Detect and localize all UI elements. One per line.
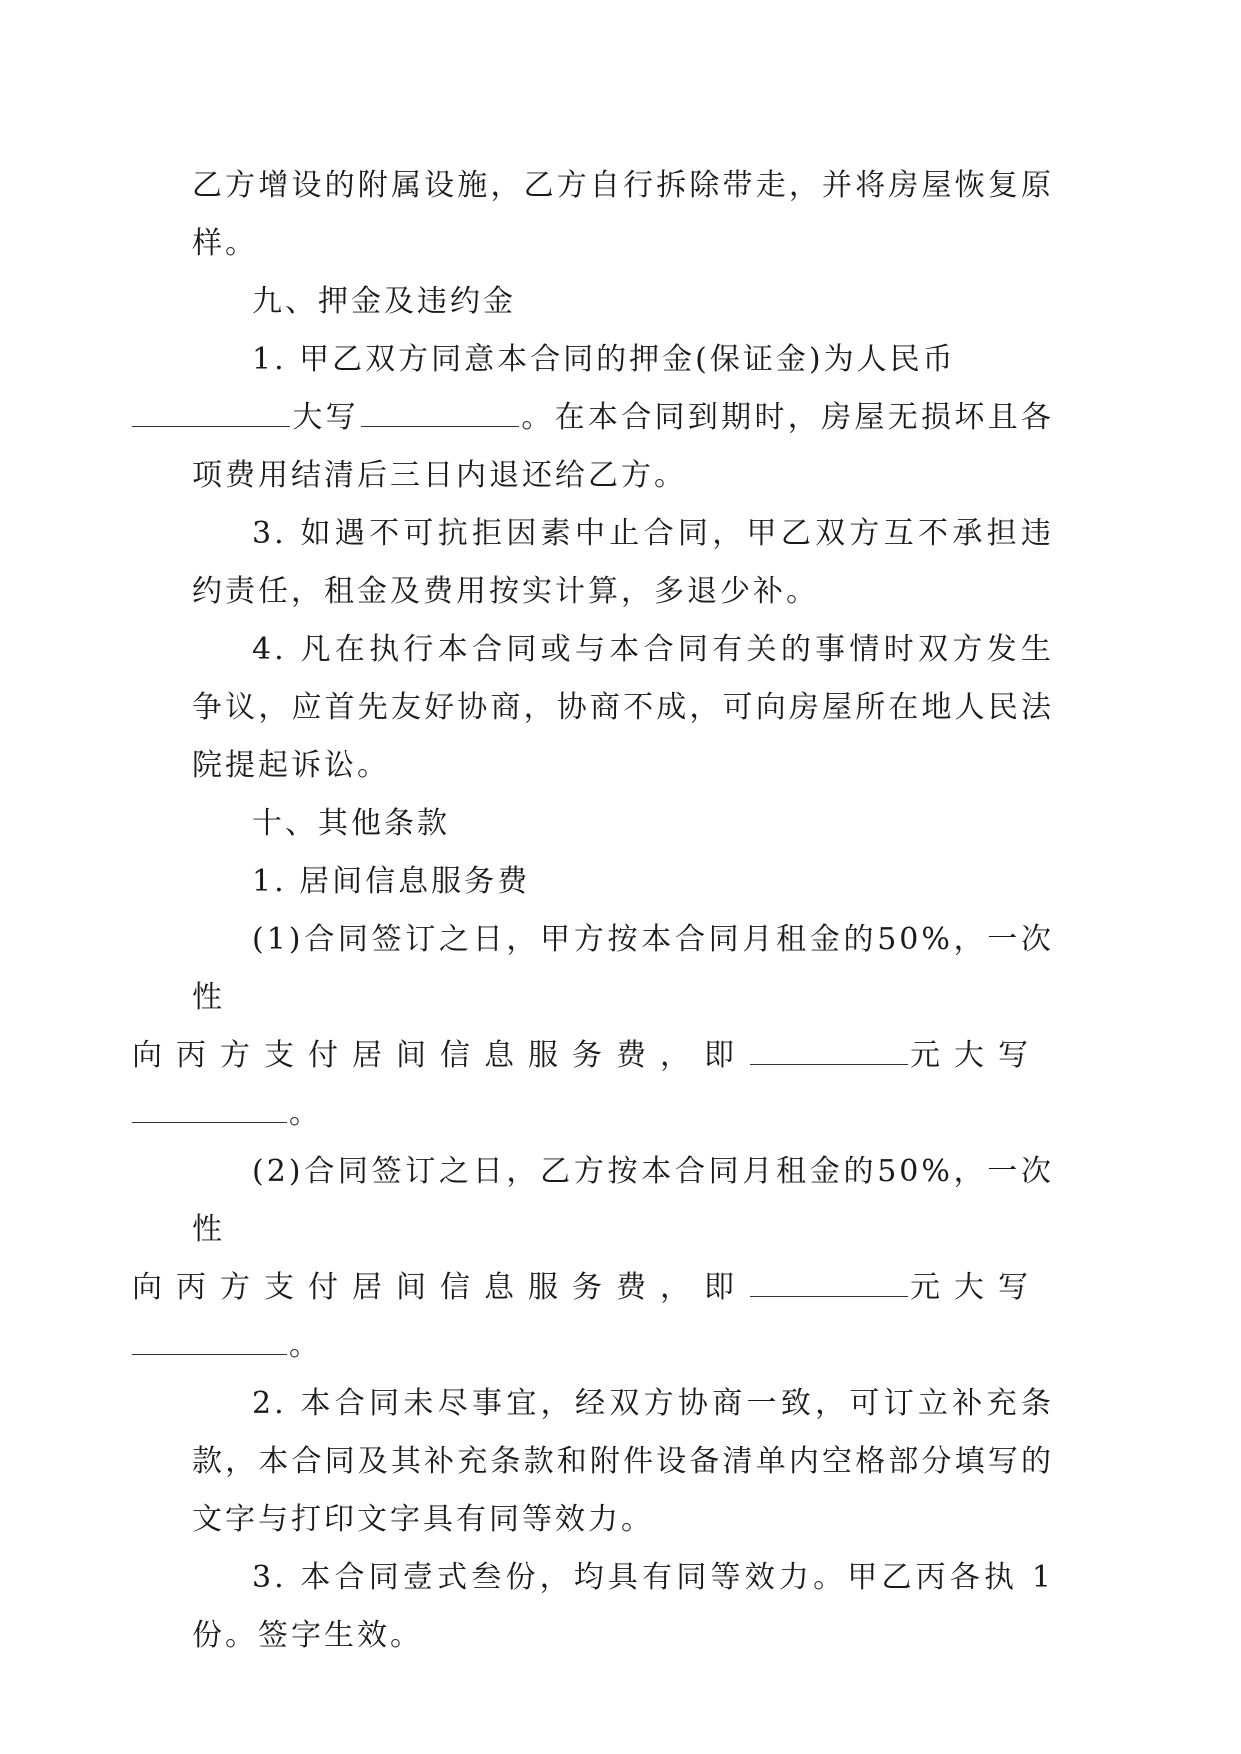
paragraph-10-1: 1. 居间信息服务费 [252,864,531,899]
paragraph-10-1-2-text-c: 元大写 [910,1270,1042,1305]
paragraph-9-1-text-b: 大写 [292,400,359,435]
fee-amount-words-blank-1 [132,1096,287,1123]
deposit-amount-blank [132,400,290,427]
paragraph-10-1-1-text-d: 。 [289,1096,322,1131]
fee-amount-blank-2 [750,1270,908,1297]
deposit-amount-words-blank [361,400,519,427]
paragraph-9-1 [192,331,1054,505]
paragraph-10-1-1 [132,911,1054,1143]
paragraph-10-1-1-text-a: (1)合同签订之日，甲方按本合同月租金的50%，一次性 [192,922,1054,1015]
fee-amount-blank-1 [750,1038,908,1065]
paragraph-10-1-2-text-a: (2)合同签订之日，乙方按本合同月租金的50%，一次性 [192,1154,1054,1247]
paragraph-10-1-1-text-c: 元大写 [910,1038,1042,1073]
paragraph-10-1-2-text-b: 向丙方支付居间信息服务费，即 [132,1270,748,1305]
paragraph-9-1-text-c: 。在本合同到期时，房屋无损坏且各项费用结清后三日内退还给乙方。 [192,400,1055,493]
paragraph-10-1-2-text-d: 。 [289,1328,322,1363]
paragraph-restore-premises: 乙方增设的附属设施，乙方自行拆除带走，并将房屋恢复原样。 [192,168,1054,261]
paragraph-10-1-2 [132,1143,1054,1375]
paragraph-10-2: 2. 本合同未尽事宜，经双方协商一致，可订立补充条款，本合同及其补充条款和附件设备清单内空格部分填写的文字与打印文字具有同等效力。 [192,1386,1054,1537]
paragraph-10-1-1-text-b: 向丙方支付居间信息服务费，即 [132,1038,748,1073]
fee-amount-words-blank-2 [132,1328,287,1355]
document-body [132,157,1055,1665]
section-9-title: 九、押金及违约金 [252,284,516,319]
paragraph-9-1-text-a: 1. 甲乙双方同意本合同的押金(保证金)为人民币 [252,342,956,377]
paragraph-9-4: 4. 凡在执行本合同或与本合同有关的事情时双方发生争议，应首先友好协商，协商不成，可向房屋所在地人民法院提起诉讼。 [192,632,1054,783]
paragraph-10-3: 3. 本合同壹式叁份，均具有同等效力。甲乙丙各执 1 份。签字生效。 [192,1560,1054,1653]
section-10-title: 十、其他条款 [252,806,450,841]
paragraph-9-3: 3. 如遇不可抗拒因素中止合同，甲乙双方互不承担违约责任，租金及费用按实计算，多退少补。 [192,516,1054,609]
